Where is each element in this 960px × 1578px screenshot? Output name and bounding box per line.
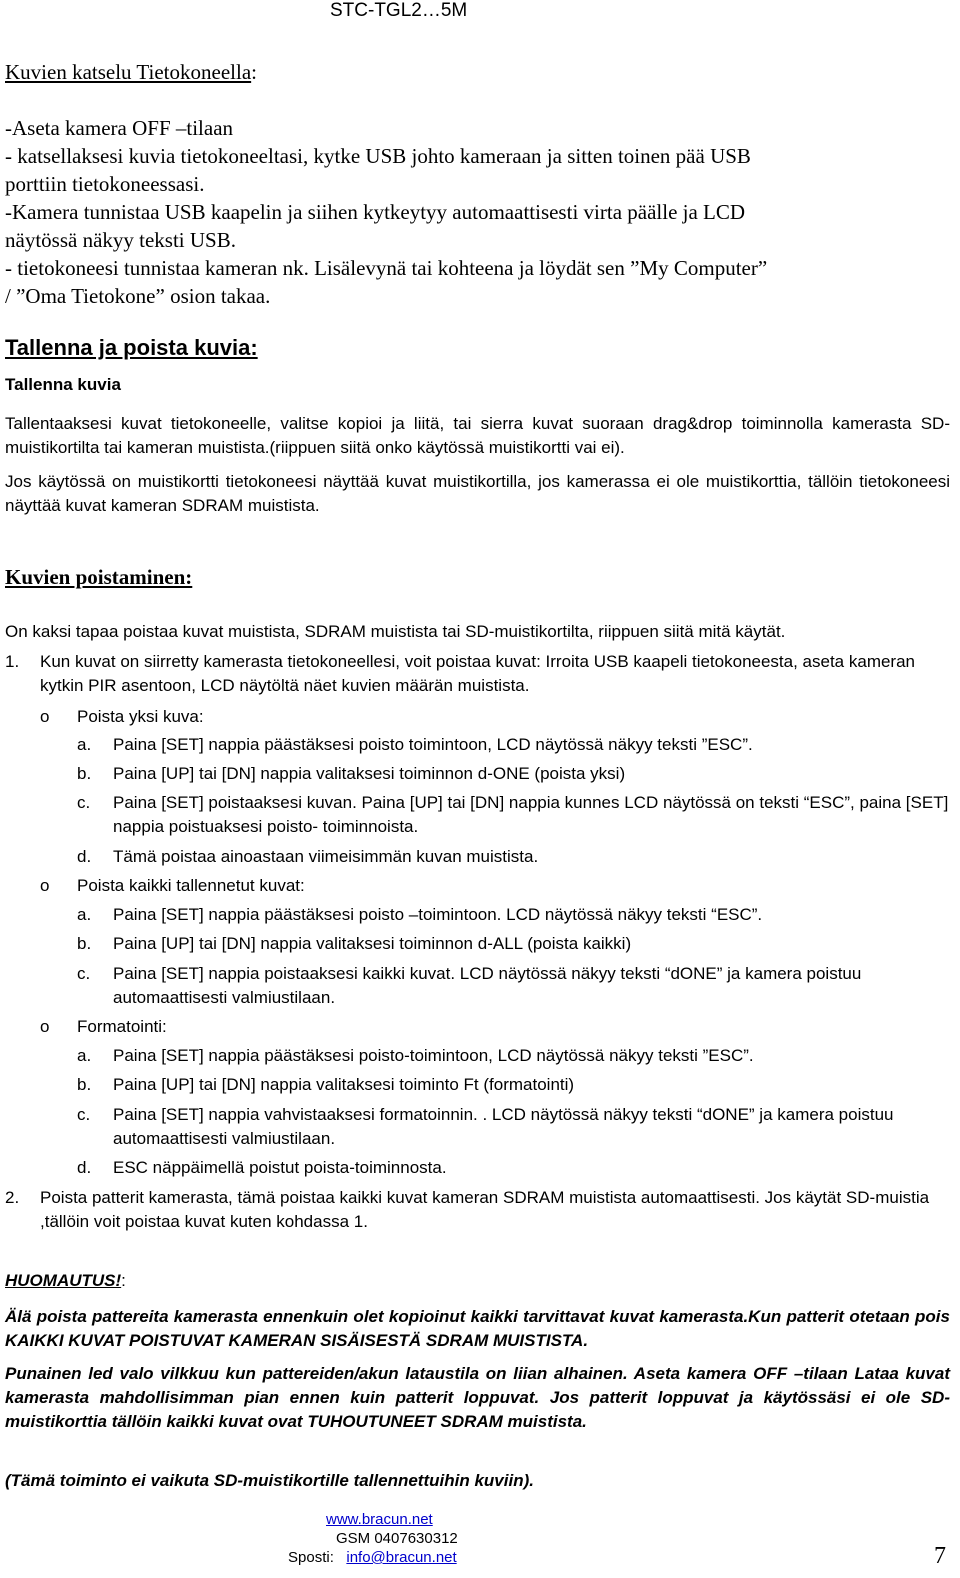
save-paragraph-1: Tallentaaksesi kuvat tietokoneelle, valitse kopioi ja liitä, tai sierra kuvat suoraan drag&drop toiminnolla kamerasta SD-muistikortilta tai kameran muistista.(riippuen siitä onko käytössä muistikortti vai ei). bbox=[5, 414, 950, 457]
group-title-delete-all: Poista kaikki tallennetut kuvat: bbox=[77, 876, 305, 895]
section-title-viewing bbox=[5, 58, 950, 86]
list-marker: 1. bbox=[5, 652, 20, 671]
bullet-marker: o bbox=[40, 1017, 50, 1036]
bullet-marker: o bbox=[40, 876, 50, 895]
list-marker: 2. bbox=[5, 1188, 20, 1207]
save-paragraph-2: Jos käytössä on muistikortti tietokoneesi näyttää kuvat muistikortilla, jos kamerassa ei ole muistikorttia, tällöin tietokoneesi näyttää kuvat kameran SDRAM muistista. bbox=[5, 472, 950, 515]
text-line: - katsellaksesi kuvia tietokoneeltasi, kytke USB johto kameraan ja sitten toinen pää USB bbox=[5, 144, 751, 168]
text-line: -Aseta kamera OFF –tilaan bbox=[5, 116, 234, 140]
step-text: Paina [SET] nappia päästäksesi poisto-toimintoon, LCD näytössä näkyy teksti ”ESC”. bbox=[113, 1046, 754, 1065]
section-title-colon: : bbox=[251, 60, 257, 84]
subsection-title-save: Tallenna kuvia bbox=[5, 375, 121, 394]
step-marker: a. bbox=[77, 1046, 92, 1065]
group-title-delete-one: Poista yksi kuva: bbox=[77, 707, 204, 726]
notice-paragraph-1: Älä poista pattereita kamerasta ennenkuin olet kopioinut kaikki tarvittavat kuvat kamerasta.Kun patterit otetaan pois KAIKKI KUVAT POISTUVAT KAMERAN SISÄISESTÄ SDRAM MUISTISTA. bbox=[5, 1307, 950, 1350]
section-title-text: Kuvien katselu Tietokoneella bbox=[5, 60, 252, 84]
step-text: Paina [UP] tai [DN] nappia valitaksesi toiminnon d-ALL (poista kaikki) bbox=[113, 934, 632, 953]
step-text: Paina [SET] nappia poistaaksesi kaikki kuvat. LCD näytössä näkyy teksti “dONE” ja kamera poistuu automaattisesti valmiustilaan. bbox=[113, 964, 862, 1007]
footer-phone: GSM 0407630312 bbox=[336, 1530, 458, 1547]
footer-email-label: Sposti: bbox=[288, 1549, 334, 1566]
text-line: porttiin tietokoneessasi. bbox=[5, 172, 205, 196]
deleting-intro: On kaksi tapaa poistaa kuvat muistista, SDRAM muistista tai SD-muistikortilta, riippuen siitä mitä käytät. bbox=[5, 622, 786, 641]
text-line: -Kamera tunnistaa USB kaapelin ja siihen kytkeytyy automaattisesti virta päälle ja LCD bbox=[5, 200, 746, 224]
text-line: / ”Oma Tietokone” osion takaa. bbox=[5, 284, 271, 308]
section-title-deleting: Kuvien poistaminen: bbox=[5, 565, 193, 589]
notice-paragraph-2: Punainen led valo vilkkuu kun pattereiden/akun lataustila on liian alhainen. Aseta kamera OFF –tilaan Lataa kuvat kamerasta mahdollisimman pian ennen kuin patterit loppuvat. Jos patterit loppuvat ja käytössäsi ei ole SD-muistikorttia tällöin kaikki kuvat ovat TUHOUTUNEET SDRAM muistista. bbox=[5, 1364, 950, 1431]
bullet-marker: o bbox=[40, 707, 50, 726]
viewing-instructions bbox=[5, 114, 950, 310]
step-text: ESC näppäimellä poistut poista-toiminnosta. bbox=[113, 1158, 447, 1177]
step-marker: c. bbox=[77, 964, 91, 983]
footer-email-link[interactable]: info@bracun.net bbox=[346, 1549, 457, 1566]
section-title-save-delete: Tallenna ja poista kuvia: bbox=[5, 335, 258, 360]
step-marker: d. bbox=[77, 1158, 92, 1177]
notice-paragraph-3: (Tämä toiminto ei vaikuta SD-muistikortille tallennettuihin kuviin). bbox=[5, 1471, 534, 1490]
step-marker: a. bbox=[77, 735, 92, 754]
step-marker: c. bbox=[77, 1105, 91, 1124]
notice-title-text: HUOMAUTUS! bbox=[5, 1271, 122, 1290]
list-item-2: Poista patterit kamerasta, tämä poistaa kaikki kuvat kameran SDRAM muistista automaattisesti. Jos käytät SD-muistia ,tällöin voit poistaa kuvat kuten kohdassa 1. bbox=[40, 1188, 930, 1231]
step-marker: b. bbox=[77, 764, 92, 783]
step-text: Paina [SET] poistaaksesi kuvan. Paina [UP] tai [DN] nappia kunnes LCD näytössä on teksti “ESC”, paina [SET] nappia poistuaksesi poisto- toiminnoista. bbox=[113, 793, 949, 836]
notice-title-colon: : bbox=[121, 1271, 126, 1290]
step-text: Paina [UP] tai [DN] nappia valitaksesi toiminnon d-ONE (poista yksi) bbox=[113, 764, 626, 783]
step-marker: a. bbox=[77, 905, 92, 924]
list-item-1: Kun kuvat on siirretty kamerasta tietokoneellesi, voit poistaa kuvat: Irroita USB kaapeli tietokoneesta, aseta kameran kytkin PIR asentoon, LCD näytöltä näet kuvien määrän muistista. bbox=[40, 652, 916, 695]
text-line: - tietokoneesi tunnistaa kameran nk. Lisälevynä tai kohteena ja löydät sen ”My Computer” bbox=[5, 256, 768, 280]
text-line: näytössä näkyy teksti USB. bbox=[5, 228, 236, 252]
step-marker: b. bbox=[77, 1075, 92, 1094]
step-text: Paina [SET] nappia päästäksesi poisto –toimintoon. LCD näytössä näkyy teksti “ESC”. bbox=[113, 905, 763, 924]
notice-title bbox=[5, 1269, 950, 1293]
step-text: Tämä poistaa ainoastaan viimeisimmän kuvan muistista. bbox=[113, 847, 539, 866]
step-marker: b. bbox=[77, 934, 92, 953]
step-marker: d. bbox=[77, 847, 92, 866]
footer-website-link[interactable]: www.bracun.net bbox=[326, 1511, 433, 1528]
step-marker: c. bbox=[77, 793, 91, 812]
page-number: 7 bbox=[934, 1543, 946, 1569]
footer-email-row bbox=[288, 1549, 457, 1567]
step-text: Paina [SET] nappia vahvistaaksesi formatoinnin. . LCD näytössä näkyy teksti “dONE” ja kamera poistuu automaattisesti valmiustilaan. bbox=[113, 1105, 894, 1148]
group-title-format: Formatointi: bbox=[77, 1017, 167, 1036]
step-text: Paina [SET] nappia päästäksesi poisto toimintoon, LCD näytössä näkyy teksti ”ESC”. bbox=[113, 735, 753, 754]
document-code: STC-TGL2…5M bbox=[330, 0, 468, 21]
step-text: Paina [UP] tai [DN] nappia valitaksesi toiminto Ft (formatointi) bbox=[113, 1075, 575, 1094]
